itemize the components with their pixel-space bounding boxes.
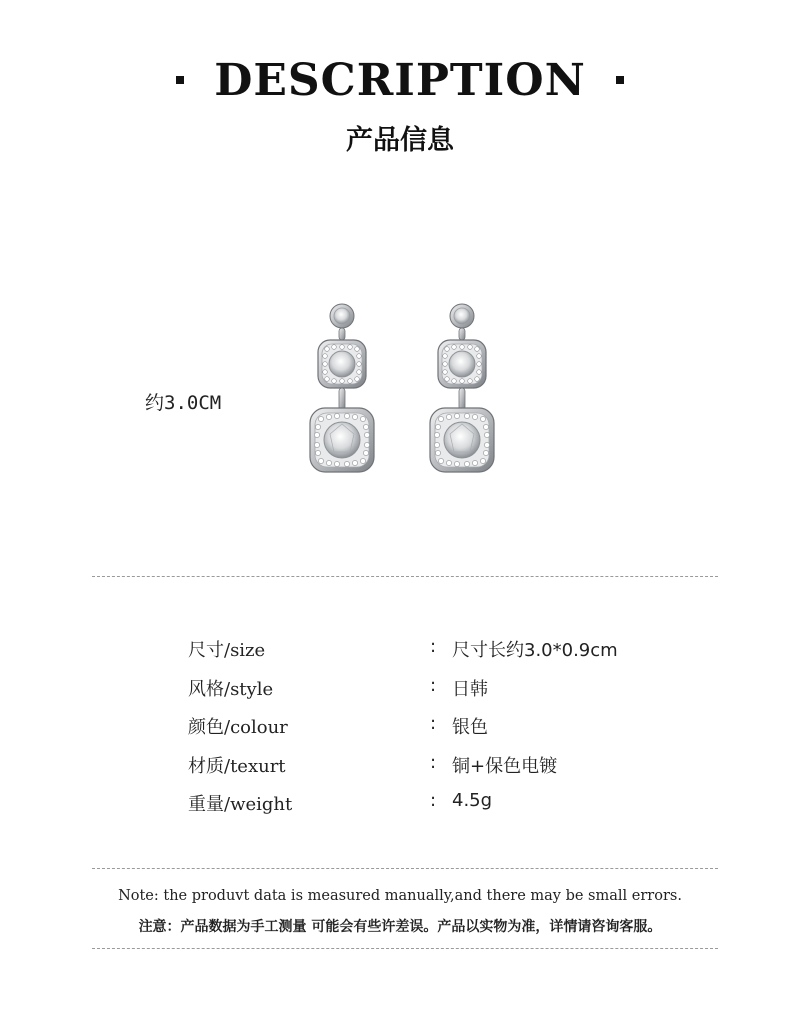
spec-colon: :	[430, 636, 437, 657]
title-row	[0, 52, 800, 108]
spec-colon: :	[430, 790, 437, 811]
page-subtitle: 产品信息	[346, 125, 454, 156]
spec-label: 颜色/colour	[188, 717, 288, 738]
spec-value: 尺寸长约3.0*0.9cm	[452, 640, 618, 661]
dimension-label: 约3.0CM	[145, 392, 222, 414]
spec-value: 铜+保色电镀	[452, 756, 558, 777]
dashed-divider-bottom	[92, 948, 718, 949]
spec-label: 风格/style	[188, 679, 274, 700]
spec-row-style	[0, 675, 800, 705]
bullet-dot-right	[616, 76, 624, 84]
spec-row-colour	[0, 713, 800, 743]
spec-row-size	[0, 636, 800, 666]
bullet-dot-left	[176, 76, 184, 84]
spec-value: 4.5g	[452, 790, 493, 811]
spec-colon: :	[430, 713, 437, 734]
spec-label: 尺寸/size	[188, 640, 266, 661]
page-title: DESCRIPTION	[214, 54, 586, 106]
spec-label: 材质/texurt	[188, 756, 286, 777]
note-english: Note: the produvt data is measured manually,and there may be small errors.	[118, 888, 682, 904]
spec-value: 日韩	[452, 679, 488, 700]
spec-value: 银色	[452, 717, 488, 738]
drop-earrings-image	[290, 288, 520, 528]
dashed-divider-top	[92, 576, 718, 577]
spec-colon: :	[430, 752, 437, 773]
dashed-divider-middle	[92, 868, 718, 869]
spec-row-texture	[0, 752, 800, 782]
spec-label: 重量/weight	[188, 794, 293, 815]
spec-colon: :	[430, 675, 437, 696]
note-chinese: 注意：产品数据为手工测量 可能会有些许差误。产品以实物为准，详情请咨询客服。	[138, 919, 662, 935]
spec-row-weight	[0, 790, 800, 820]
